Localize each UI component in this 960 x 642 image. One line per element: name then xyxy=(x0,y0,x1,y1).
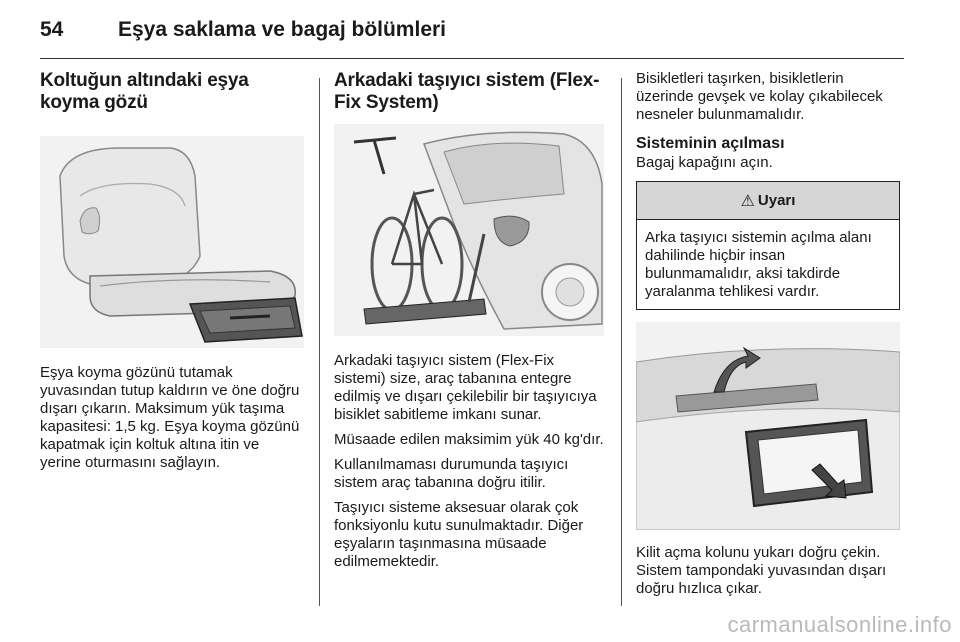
release-lever-caption: Kilit açma kolunu yukarı doğru çekin. Sistem tampondaki yuvasından dışarı doğru hızlıca çıkar. xyxy=(636,544,887,597)
seat-drawer-paragraph: Eşya koyma gözünü tutamak yuvasından tutup kaldırın ve öne doğru dışarı çıkarın. Maksimum yük taşıma kapasitesi: 1,5 kg. Eşya koyma gözünü kapatmak için koltuk altına itin ve yerine oturmasını sağlayın. xyxy=(40,364,300,471)
seat-drawer-figure xyxy=(40,136,304,348)
seat-drawer-illustration-icon xyxy=(40,136,304,348)
watermark: carmanualsonline.info xyxy=(727,612,952,637)
warning-title: Uyarı xyxy=(757,192,796,209)
bike-carrier-figure xyxy=(334,124,604,336)
column-divider-2 xyxy=(621,78,622,606)
release-lever-illustration-icon xyxy=(636,322,900,530)
opening-intro-paragraph: Bisikletleri taşırken, bisikletlerin üzerinde gevşek ve kolay çıkabilecek nesneler bulunmamalıdır. xyxy=(636,70,883,123)
opening-step: Bagaj kapağını açın. xyxy=(636,154,773,171)
column-divider-1 xyxy=(319,78,320,606)
column-opening xyxy=(636,70,904,598)
column-seat-drawer xyxy=(40,70,304,472)
flex-fix-paragraph-1: Arkadaki taşıyıcı sistem (Flex-Fix sistemi) size, araç tabanına entegre edilmiş ve dışarı çekilebilir bir taşıyıcıya bisiklet sabitleme imkanı sunar. xyxy=(334,352,597,423)
warning-triangle-icon: ⚠ xyxy=(740,192,755,210)
release-lever-figure xyxy=(636,322,900,530)
section-heading-seat-drawer: Koltuğun altındaki eşya koyma gözü xyxy=(40,70,249,113)
warning-text: Arka taşıyıcı sistemin açılma alanı dahilinde hiçbir insan bulunmamalıdır, aksi takdirde yaralanma tehlikesi vardır. xyxy=(645,229,872,300)
page-header xyxy=(40,16,904,56)
bike-carrier-illustration-icon xyxy=(334,124,604,336)
flex-fix-paragraph-2: Müsaade edilen maksimim yük 40 kg'dır. xyxy=(334,431,604,448)
subheading-opening: Sisteminin açılması xyxy=(636,135,785,152)
page-number: 54 xyxy=(40,18,64,41)
section-heading-flex-fix: Arkadaki taşıyıcı sistem (Flex-Fix System) xyxy=(334,70,600,113)
page-title: Eşya saklama ve bagaj bölümleri xyxy=(118,18,447,41)
flex-fix-paragraph-4: Taşıyıcı sisteme aksesuar olarak çok fonksiyonlu kutu sunulmaktadır. Diğer eşyaların taşınmasına müsaade edilmemektedir. xyxy=(334,499,584,570)
header-rule xyxy=(40,58,904,59)
column-flex-fix xyxy=(334,70,608,571)
warning-box xyxy=(636,181,900,310)
warning-header xyxy=(637,182,899,220)
flex-fix-paragraph-3: Kullanılmaması durumunda taşıyıcı sistem araç tabanına doğru itilir. xyxy=(334,456,569,491)
